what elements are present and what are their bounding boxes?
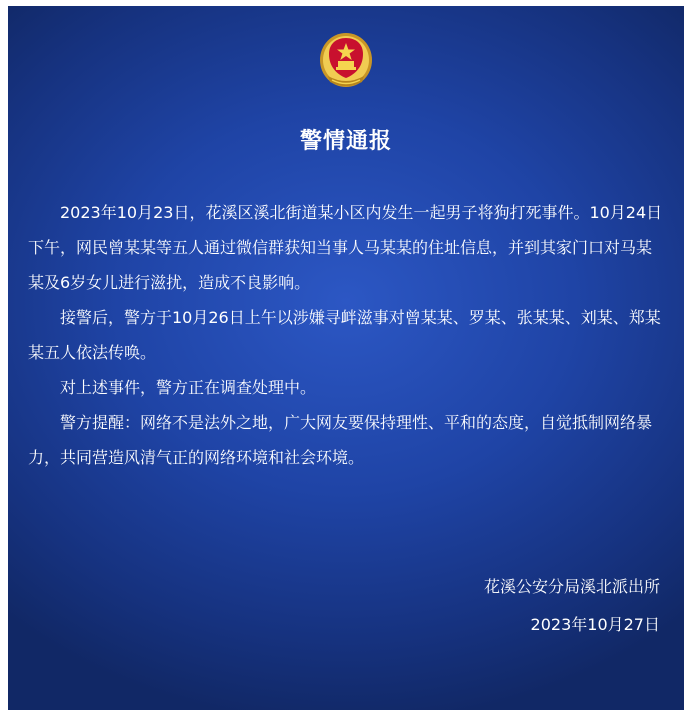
notice-paragraph-3: 对上述事件，警方正在调查处理中。 [60,378,317,397]
notice-signature [484,568,660,644]
notice-paragraph-2: 接警后，警方于10月26日上午以涉嫌寻衅滋事对曾某某、罗某、张某某、刘某、郑某某五人依法传唤。 [28,308,661,362]
notice-paragraph-1: 2023年10月23日，花溪区溪北街道某小区内发生一起男子将狗打死事件。10月24日下午，网民曾某某等五人通过微信群获知当事人马某某的住址信息，并到其家门口对马某某及6岁女儿进行滋扰，造成不良影响。 [28,203,663,292]
issue-date: 2023年10月27日 [530,615,660,634]
police-notice [8,6,684,710]
police-emblem-icon [316,30,376,92]
issuing-organization: 花溪公安分局溪北派出所 [483,577,660,596]
notice-body [28,195,666,475]
notice-title: 警情通报 [299,129,392,154]
notice-paragraph-4: 警方提醒：网络不是法外之地，广大网友要保持理性、平和的态度，自觉抵制网络暴力，共同营造风清气正的网络环境和社会环境。 [28,413,653,467]
